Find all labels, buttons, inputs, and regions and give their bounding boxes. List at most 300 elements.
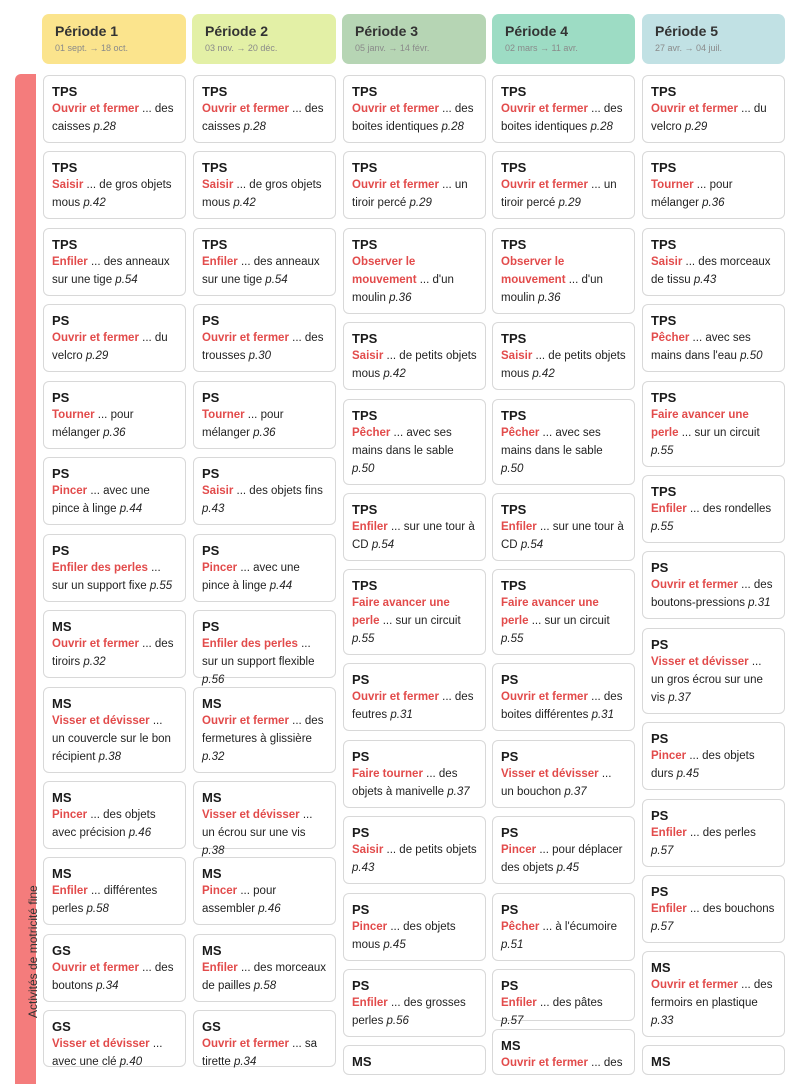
- activity-name: Pincer: [651, 750, 687, 762]
- activity-detail: ... des caisses: [202, 103, 324, 133]
- activity-detail: ... des feutres: [352, 691, 474, 721]
- level-label: MS: [651, 1054, 671, 1069]
- activity-name: Ouvrir et fermer: [651, 579, 738, 591]
- activity-detail: ... avec ses mains dans le sable: [352, 427, 454, 457]
- level-label: PS: [202, 390, 220, 405]
- activity-name: Visser et dévisser: [202, 809, 300, 821]
- activity-name: Ouvrir et fermer: [501, 691, 588, 703]
- page-ref: p.58: [86, 903, 109, 915]
- activity-name: Pincer: [202, 885, 238, 897]
- activity-card[interactable]: [43, 610, 186, 678]
- activity-name: Enfiler: [501, 997, 537, 1009]
- activity-name: Ouvrir et fermer: [52, 638, 139, 650]
- activity-detail: ... des morceaux de tissu: [651, 256, 771, 286]
- activity-detail: ... d'un moulin: [352, 274, 454, 304]
- page-ref: p.38: [98, 751, 122, 763]
- activity-card[interactable]: [343, 75, 486, 143]
- page-ref: p.28: [243, 121, 266, 133]
- activity-card[interactable]: [492, 399, 635, 485]
- page-ref: p.31: [390, 709, 413, 721]
- activity-name: Ouvrir et fermer: [501, 179, 588, 191]
- page-ref: p.44: [119, 503, 143, 515]
- activity-detail: ... des anneaux sur une tige: [202, 256, 320, 286]
- activity-card[interactable]: [193, 304, 336, 372]
- activity-card[interactable]: [193, 151, 336, 219]
- activity-name: Pêcher: [501, 921, 540, 933]
- level-label: PS: [202, 466, 220, 481]
- page-ref: p.56: [386, 1015, 409, 1027]
- sidebar-label: Activités de motricité fine: [26, 885, 40, 1018]
- level-label: TPS: [352, 84, 378, 99]
- level-label: TPS: [352, 237, 378, 252]
- activity-detail: ... sur un support fixe: [52, 562, 161, 592]
- activity-detail: ... un tiroir percé: [501, 179, 617, 209]
- activity-name: Enfiler: [651, 903, 687, 915]
- activity-detail: ... de gros objets mous: [52, 179, 172, 209]
- activity-card[interactable]: [193, 457, 336, 525]
- period-title: Période 3: [355, 23, 419, 39]
- level-label: MS: [202, 943, 222, 958]
- activity-detail: ... avec une clé: [52, 1038, 163, 1068]
- activity-card[interactable]: [343, 493, 486, 561]
- level-label: PS: [501, 978, 519, 993]
- level-label: PS: [651, 637, 669, 652]
- activity-card[interactable]: [492, 493, 635, 561]
- activity-detail: ... des grosses perles: [352, 997, 466, 1027]
- activity-name: Ouvrir et fermer: [501, 1057, 588, 1069]
- page-ref: p.36: [538, 292, 561, 304]
- activity-card[interactable]: [43, 457, 186, 525]
- activity-name: Enfiler: [202, 962, 238, 974]
- activity-name: Ouvrir et fermer: [651, 979, 738, 991]
- activity-detail: ... des boutons-pressions: [651, 579, 773, 609]
- activity-detail: ... avec ses mains dans le sable: [501, 427, 603, 457]
- level-label: PS: [52, 466, 70, 481]
- level-label: MS: [501, 1038, 521, 1053]
- activity-detail: ... avec ses mains dans l'eau: [651, 332, 751, 362]
- period-dates: 27 avr. → 04 juil.: [655, 43, 723, 53]
- activity-card[interactable]: [343, 969, 486, 1037]
- page-ref: p.29: [85, 350, 109, 362]
- level-label: MS: [52, 619, 72, 634]
- activity-name: Saisir: [501, 350, 533, 362]
- period-header-1: [42, 14, 186, 64]
- activity-detail: ... sur un circuit: [678, 427, 760, 439]
- level-label: PS: [52, 543, 70, 558]
- page-ref: p.29: [409, 197, 432, 209]
- activity-name: Ouvrir et fermer: [352, 691, 439, 703]
- level-label: MS: [52, 790, 72, 805]
- activity-detail: ... pour déplacer des objets: [501, 844, 623, 874]
- activity-card[interactable]: [492, 816, 635, 884]
- activity-detail: ... sur une tour à CD: [352, 521, 475, 551]
- period-title: Période 1: [55, 23, 119, 39]
- activity-name: Pincer: [52, 485, 88, 497]
- page-ref: p.40: [119, 1056, 143, 1068]
- activity-card[interactable]: [492, 663, 635, 731]
- activity-card[interactable]: [642, 304, 785, 372]
- page-ref: p.31: [748, 597, 771, 609]
- period-header-5: [642, 14, 785, 64]
- level-label: TPS: [52, 237, 78, 252]
- page-ref: p.42: [233, 197, 256, 209]
- activity-card[interactable]: [343, 816, 486, 884]
- activity-detail: ... des objets fins: [233, 485, 323, 497]
- activity-name: Visser et dévisser: [651, 656, 749, 668]
- activity-name: Enfiler: [52, 256, 88, 268]
- period-dates: 01 sept. → 18 oct.: [55, 43, 129, 53]
- page-ref: p.55: [352, 633, 375, 645]
- page-ref: p.54: [520, 539, 544, 551]
- activity-detail: ... avec une pince à linge: [202, 562, 300, 592]
- activity-card[interactable]: [193, 610, 336, 686]
- activity-detail: ... des boites identiques: [501, 103, 623, 133]
- level-label: PS: [52, 390, 70, 405]
- level-label: PS: [202, 543, 220, 558]
- activity-detail: ... différentes perles: [52, 885, 158, 915]
- activity-name: Ouvrir et fermer: [52, 332, 139, 344]
- activity-detail: ... sur un circuit: [379, 615, 461, 627]
- level-label: PS: [352, 825, 370, 840]
- activity-card[interactable]: [492, 893, 635, 961]
- activity-card[interactable]: [492, 322, 635, 390]
- activity-name: Observer le mouvement: [501, 256, 566, 286]
- page-ref: p.50: [501, 463, 524, 475]
- activity-card[interactable]: [343, 740, 486, 808]
- activity-name: Ouvrir et fermer: [352, 103, 439, 115]
- activity-name: Ouvrir et fermer: [501, 103, 588, 115]
- level-label: PS: [352, 902, 370, 917]
- activity-card[interactable]: [492, 969, 635, 1027]
- activity-card[interactable]: [492, 75, 635, 143]
- page-ref: p.46: [258, 903, 281, 915]
- activity-detail: ... des objets à manivelle: [352, 768, 458, 798]
- period-title: Période 4: [505, 23, 569, 39]
- activity-name: Enfiler: [52, 885, 88, 897]
- activity-detail: ... des objets durs: [651, 750, 755, 780]
- activity-card[interactable]: [43, 781, 186, 849]
- page-ref: p.37: [447, 786, 470, 798]
- page-ref: p.50: [352, 463, 375, 475]
- activity-name: Saisir: [651, 256, 683, 268]
- page-ref: p.29: [558, 197, 581, 209]
- page-ref: p.45: [676, 768, 699, 780]
- level-label: GS: [52, 943, 71, 958]
- level-label: TPS: [651, 313, 677, 328]
- period-dates: 05 janv. → 14 févr.: [355, 43, 430, 53]
- period-header-2: [192, 14, 336, 64]
- activity-detail: ... des fermoirs en plastique: [651, 979, 773, 1009]
- activity-name: Visser et dévisser: [52, 715, 150, 727]
- level-label: PS: [202, 313, 220, 328]
- activity-detail: ... un écrou sur une vis: [202, 809, 313, 839]
- activity-name: Observer le mouvement: [352, 256, 417, 286]
- page-ref: p.51: [501, 939, 524, 951]
- activity-card[interactable]: [642, 875, 785, 943]
- activity-card[interactable]: [193, 687, 336, 773]
- activity-detail: ... des perles: [686, 827, 756, 839]
- activity-card[interactable]: [43, 687, 186, 773]
- activity-card[interactable]: [43, 857, 186, 925]
- level-label: TPS: [352, 578, 378, 593]
- activity-name: Ouvrir et fermer: [202, 715, 289, 727]
- page-ref: p.57: [651, 845, 674, 857]
- activity-name: Enfiler: [651, 827, 687, 839]
- activity-name: Faire avancer une perle: [651, 409, 749, 439]
- level-label: PS: [501, 672, 519, 687]
- level-label: PS: [52, 313, 70, 328]
- activity-card[interactable]: [343, 151, 486, 219]
- page-ref: p.33: [651, 1015, 674, 1027]
- activity-card[interactable]: [492, 740, 635, 808]
- activity-detail: ... des bouchons: [686, 903, 775, 915]
- activity-name: Ouvrir et fermer: [202, 1038, 289, 1050]
- level-label: TPS: [651, 237, 677, 252]
- activity-detail: ... de petits objets mous: [501, 350, 626, 380]
- activity-card[interactable]: [193, 381, 336, 449]
- level-label: PS: [651, 808, 669, 823]
- activity-card[interactable]: [343, 322, 486, 390]
- level-label: MS: [202, 866, 222, 881]
- activity-card[interactable]: [343, 228, 486, 314]
- activity-detail: ... sur un support flexible: [202, 638, 315, 668]
- activity-card[interactable]: [43, 304, 186, 372]
- activity-detail: ... pour mélanger: [52, 409, 134, 439]
- level-label: TPS: [501, 408, 527, 423]
- period-title: Période 2: [205, 23, 269, 39]
- activity-name: Faire avancer une perle: [501, 597, 599, 627]
- activity-name: Saisir: [352, 844, 384, 856]
- activity-card[interactable]: [642, 151, 785, 219]
- level-label: TPS: [52, 84, 78, 99]
- level-label: TPS: [501, 160, 527, 175]
- activity-detail: ... à l'écumoire: [539, 921, 617, 933]
- activity-detail: ... pour mélanger: [202, 409, 284, 439]
- activity-detail: ... des anneaux sur une tige: [52, 256, 170, 286]
- level-label: PS: [352, 978, 370, 993]
- activity-detail: ... de gros objets mous: [202, 179, 322, 209]
- page-ref: p.45: [556, 862, 580, 874]
- activity-name: Pincer: [202, 562, 238, 574]
- activity-name: Ouvrir et fermer: [352, 179, 439, 191]
- level-label: TPS: [651, 390, 677, 405]
- page-ref: p.42: [532, 368, 555, 380]
- level-label: TPS: [352, 331, 378, 346]
- activity-card[interactable]: [492, 1029, 635, 1075]
- activity-detail: ... des boites différentes: [501, 691, 623, 721]
- activity-card[interactable]: [193, 1010, 336, 1067]
- activity-name: Pincer: [52, 809, 88, 821]
- level-label: TPS: [352, 408, 378, 423]
- activity-name: Saisir: [352, 350, 384, 362]
- page-ref: p.42: [383, 368, 406, 380]
- level-label: TPS: [352, 160, 378, 175]
- activity-card[interactable]: [343, 569, 486, 655]
- activity-card[interactable]: [642, 551, 785, 619]
- activity-card[interactable]: [343, 399, 486, 485]
- activity-detail: ... un bouchon: [501, 768, 612, 798]
- activity-detail: ... pour mélanger: [651, 179, 733, 209]
- activity-card[interactable]: [193, 781, 336, 857]
- period-title: Période 5: [655, 23, 719, 39]
- page-ref: p.44: [269, 580, 293, 592]
- activity-card[interactable]: [642, 228, 785, 296]
- activity-card[interactable]: [43, 228, 186, 296]
- activity-name: Visser et dévisser: [501, 768, 599, 780]
- activity-name: Enfiler des perles: [52, 562, 148, 574]
- level-label: MS: [202, 696, 222, 711]
- level-label: PS: [501, 902, 519, 917]
- page-ref: p.58: [253, 980, 277, 992]
- level-label: TPS: [52, 160, 78, 175]
- activity-card[interactable]: [642, 722, 785, 790]
- activity-detail: ... un couvercle sur le bon récipient: [52, 715, 171, 763]
- page-ref: p.55: [651, 521, 674, 533]
- activity-card[interactable]: [343, 893, 486, 961]
- activity-detail: ... des boites identiques: [352, 103, 474, 133]
- activity-card[interactable]: [492, 151, 635, 219]
- level-label: GS: [202, 1019, 221, 1034]
- activity-name: Saisir: [202, 179, 234, 191]
- activity-name: Ouvrir et fermer: [202, 103, 289, 115]
- activity-name: Faire tourner: [352, 768, 423, 780]
- activity-card[interactable]: [343, 663, 486, 731]
- level-label: TPS: [501, 502, 527, 517]
- activity-card[interactable]: [642, 799, 785, 867]
- activity-card[interactable]: [642, 1045, 785, 1075]
- activity-card[interactable]: [193, 857, 336, 925]
- activity-name: Enfiler: [651, 503, 687, 515]
- activity-name: Enfiler des perles: [202, 638, 298, 650]
- level-label: TPS: [501, 84, 527, 99]
- level-label: PS: [651, 884, 669, 899]
- page-ref: p.28: [93, 121, 116, 133]
- activity-card[interactable]: [193, 934, 336, 1002]
- activity-name: Saisir: [202, 485, 234, 497]
- level-label: MS: [202, 790, 222, 805]
- level-label: TPS: [352, 502, 378, 517]
- activity-detail: ... un tiroir percé: [352, 179, 468, 209]
- page-ref: p.36: [253, 427, 276, 439]
- page-ref: p.43: [202, 503, 225, 515]
- activity-card[interactable]: [492, 569, 635, 655]
- activity-detail: ... sur une tour à CD: [501, 521, 624, 551]
- activity-name: Ouvrir et fermer: [202, 332, 289, 344]
- level-label: MS: [352, 1054, 372, 1069]
- activity-card[interactable]: [193, 228, 336, 296]
- page-ref: p.34: [96, 980, 119, 992]
- activity-card[interactable]: [193, 534, 336, 602]
- activity-detail: ... des fermetures à glissière: [202, 715, 324, 745]
- level-label: TPS: [651, 484, 677, 499]
- page-ref: p.29: [684, 121, 708, 133]
- activity-detail: ... des: [587, 1057, 623, 1069]
- activity-name: Pincer: [352, 921, 388, 933]
- level-label: PS: [352, 672, 370, 687]
- activity-card[interactable]: [43, 151, 186, 219]
- period-header-4: [492, 14, 635, 64]
- page-ref: p.28: [441, 121, 464, 133]
- period-header-3: [342, 14, 486, 64]
- page-ref: p.31: [591, 709, 614, 721]
- page-ref: p.30: [248, 350, 272, 362]
- page-ref: p.54: [115, 274, 138, 286]
- activity-card[interactable]: [642, 381, 785, 467]
- page-ref: p.57: [501, 1015, 524, 1027]
- level-label: TPS: [202, 237, 228, 252]
- page-ref: p.43: [693, 274, 717, 286]
- page-ref: p.46: [128, 827, 152, 839]
- page-ref: p.54: [371, 539, 395, 551]
- activity-detail: ... des trousses: [202, 332, 324, 362]
- activity-name: Faire avancer une perle: [352, 597, 450, 627]
- period-dates: 03 nov. → 20 déc.: [205, 43, 278, 53]
- activity-card[interactable]: [43, 75, 186, 143]
- activity-card[interactable]: [43, 934, 186, 1002]
- page-ref: p.28: [590, 121, 613, 133]
- activity-card[interactable]: [642, 475, 785, 543]
- level-label: TPS: [501, 578, 527, 593]
- level-label: PS: [651, 731, 669, 746]
- page-ref: p.42: [83, 197, 106, 209]
- page-ref: p.55: [651, 445, 674, 457]
- activity-name: Enfiler: [352, 997, 388, 1009]
- level-label: PS: [501, 825, 519, 840]
- activity-card[interactable]: [642, 75, 785, 143]
- activity-name: Pêcher: [651, 332, 690, 344]
- activity-card[interactable]: [642, 951, 785, 1037]
- page-ref: p.34: [233, 1056, 257, 1068]
- activity-detail: ... d'un moulin: [501, 274, 603, 304]
- activity-detail: ... des rondelles: [686, 503, 772, 515]
- page-ref: p.37: [564, 786, 587, 798]
- page-ref: p.36: [103, 427, 126, 439]
- period-dates: 02 mars → 11 avr.: [505, 43, 578, 53]
- page-ref: p.56: [202, 674, 225, 686]
- activity-name: Saisir: [52, 179, 84, 191]
- activity-card[interactable]: [642, 628, 785, 714]
- activity-name: Visser et dévisser: [52, 1038, 150, 1050]
- level-label: TPS: [651, 160, 677, 175]
- activity-card[interactable]: [193, 75, 336, 143]
- page-ref: p.37: [668, 692, 691, 704]
- level-label: PS: [202, 619, 220, 634]
- activity-name: Tourner: [651, 179, 694, 191]
- activity-name: Ouvrir et fermer: [52, 103, 139, 115]
- activity-card[interactable]: [43, 381, 186, 449]
- page-ref: p.50: [740, 350, 763, 362]
- activity-name: Enfiler: [202, 256, 238, 268]
- activity-name: Pêcher: [352, 427, 391, 439]
- activity-detail: ... de petits objets mous: [352, 350, 477, 380]
- activity-detail: ... du velcro: [651, 103, 767, 133]
- activity-detail: ... des objets mous: [352, 921, 456, 951]
- page-ref: p.32: [83, 656, 106, 668]
- activity-card[interactable]: [43, 1010, 186, 1067]
- activity-card[interactable]: [492, 228, 635, 314]
- activity-card[interactable]: [343, 1045, 486, 1075]
- level-label: PS: [501, 749, 519, 764]
- page-ref: p.32: [202, 751, 225, 763]
- activity-card[interactable]: [43, 534, 186, 602]
- level-label: PS: [651, 560, 669, 575]
- activity-detail: ... du velcro: [52, 332, 168, 362]
- page-ref: p.45: [383, 939, 406, 951]
- page-ref: p.36: [389, 292, 412, 304]
- page-ref: p.55: [149, 580, 173, 592]
- activity-detail: ... des pâtes: [536, 997, 603, 1009]
- activity-detail: ... des caisses: [52, 103, 174, 133]
